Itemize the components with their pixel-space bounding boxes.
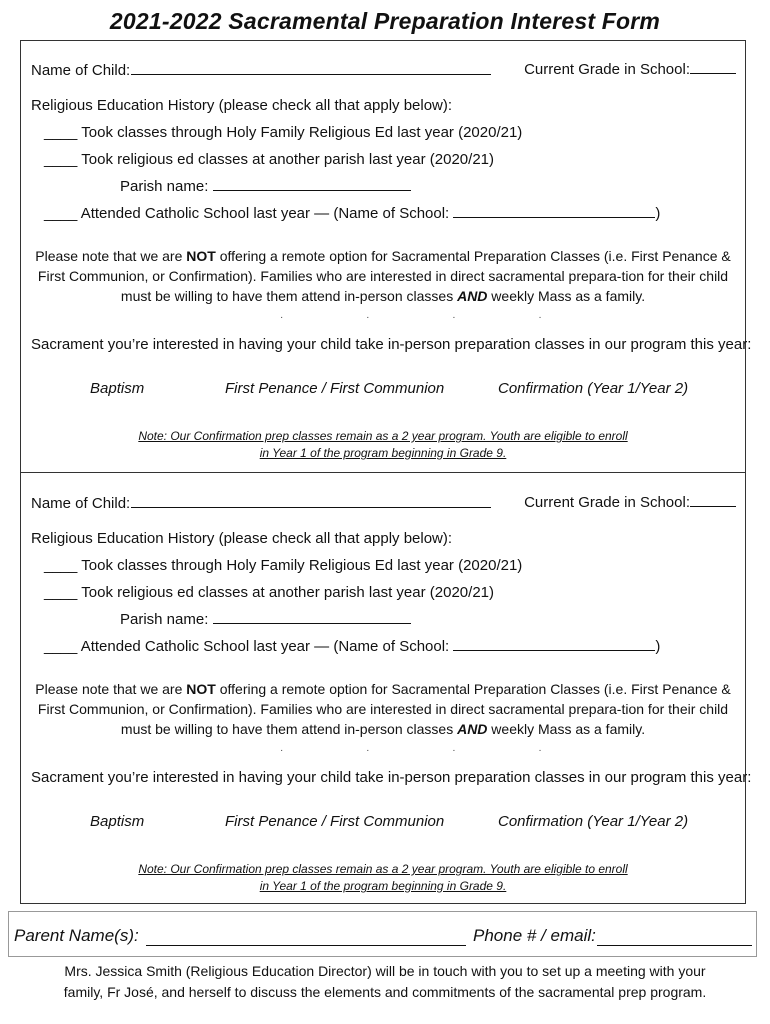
grade-field[interactable] [690,60,736,74]
grade-field[interactable] [690,493,736,507]
parish-row [120,177,411,195]
option-confirmation[interactable]: Confirmation (Year 1/Year 2) [498,380,689,397]
note-text: Please note that we are [35,248,187,264]
parent-name-field[interactable] [146,945,466,946]
history-item-other-parish[interactable]: ____ Took religious ed classes at another parish last year (2020/21) [44,151,494,168]
child-name-label: Name of Child: [31,495,131,512]
remote-option-note [26,679,740,739]
note-not: NOT [186,681,216,697]
dot-divider: · · · · [280,745,582,756]
dot-divider: · · · · [280,312,582,323]
parish-label: Parish name: [120,178,213,195]
catholic-school-label: ____ Attended Catholic School last year — (Name of School: [44,638,454,655]
parish-row [120,610,411,628]
note-text: weekly Mass as a family. [487,288,646,304]
parent-name-label: Parent Name(s): [14,926,139,945]
option-confirmation[interactable]: Confirmation (Year 1/Year 2) [498,813,689,830]
school-name-field[interactable] [453,637,655,651]
option-baptism[interactable]: Baptism [90,380,145,397]
parent-info-box [8,911,757,957]
note-and: AND [457,721,488,737]
note-text: offering a remote option for Sacramental Preparation Classes (i.e. First Penance & First Communion, or Confirmation). Families who are interested in direct sacramental prepara-tion for their child must be willing to have them attend in-person classes [37,681,731,737]
grade-label: Current Grade in School: [524,494,690,511]
child-name-row [31,60,491,79]
parish-field[interactable] [213,610,411,624]
contact-field[interactable] [597,945,752,946]
sacrament-question: Sacrament you’re interested in having your child take in-person preparation classes in our program this year: [31,769,752,786]
footer-line: Mrs. Jessica Smith (Religious Education Director) will be in touch with you to set up a meeting with your [64,963,706,979]
child-name-field[interactable] [131,60,491,75]
grade-row [524,60,736,78]
sacrament-question: Sacrament you’re interested in having your child take in-person preparation classes in our program this year: [31,336,752,353]
child-name-field[interactable] [131,493,491,508]
footer-line: family, Fr José, and herself to discuss the elements and commitments of the sacramental prep program. [63,984,707,1000]
note-text: offering a remote option for Sacramental Preparation Classes (i.e. First Penance & First Communion, or Confirmation). Families who are interested in direct sacramental prepara-tion for their child must be willing to have them attend in-person classes [37,248,731,304]
note-not: NOT [186,248,216,264]
confirmation-note-line: in Year 1 of the program beginning in Grade 9. [259,446,507,460]
confirmation-note-line: Note: Our Confirmation prep classes remain as a 2 year program. Youth are eligible to enroll [138,862,628,876]
grade-label: Current Grade in School: [524,61,690,78]
option-first-communion[interactable]: First Penance / First Communion [225,380,445,397]
catholic-school-close: ) [655,205,661,222]
note-text: Please note that we are [35,681,187,697]
history-item-other-parish[interactable]: ____ Took religious ed classes at another parish last year (2020/21) [44,584,494,601]
child-name-label: Name of Child: [31,62,131,79]
confirmation-note-line: Note: Our Confirmation prep classes remain as a 2 year program. Youth are eligible to enroll [138,429,628,443]
contact-label: Phone # / email: [473,926,596,945]
note-and: AND [457,288,488,304]
catholic-school-close: ) [655,638,661,655]
form-title: 2021-2022 Sacramental Preparation Interest Form [109,8,661,34]
note-text: weekly Mass as a family. [487,721,646,737]
history-item-holy-family[interactable]: ____ Took classes through Holy Family Religious Ed last year (2020/21) [44,557,523,574]
remote-option-note [26,246,740,306]
confirmation-note-line: in Year 1 of the program beginning in Grade 9. [259,879,507,893]
history-heading: Religious Education History (please check all that apply below): [31,530,453,547]
history-heading: Religious Education History (please check all that apply below): [31,97,453,114]
grade-row [524,493,736,511]
confirmation-note [20,861,746,895]
history-item-catholic-school[interactable] [44,637,660,655]
school-name-field[interactable] [453,204,655,218]
child-section-2 [20,472,752,904]
parish-label: Parish name: [120,611,213,628]
catholic-school-label: ____ Attended Catholic School last year — (Name of School: [44,205,454,222]
child-section-1 [20,40,752,472]
history-item-catholic-school[interactable] [44,204,660,222]
footer-note [0,961,770,1003]
history-item-holy-family[interactable]: ____ Took classes through Holy Family Religious Ed last year (2020/21) [44,124,523,141]
option-first-communion[interactable]: First Penance / First Communion [225,813,445,830]
parish-field[interactable] [213,177,411,191]
confirmation-note [20,428,746,462]
child-name-row [31,493,491,512]
option-baptism[interactable]: Baptism [90,813,145,830]
